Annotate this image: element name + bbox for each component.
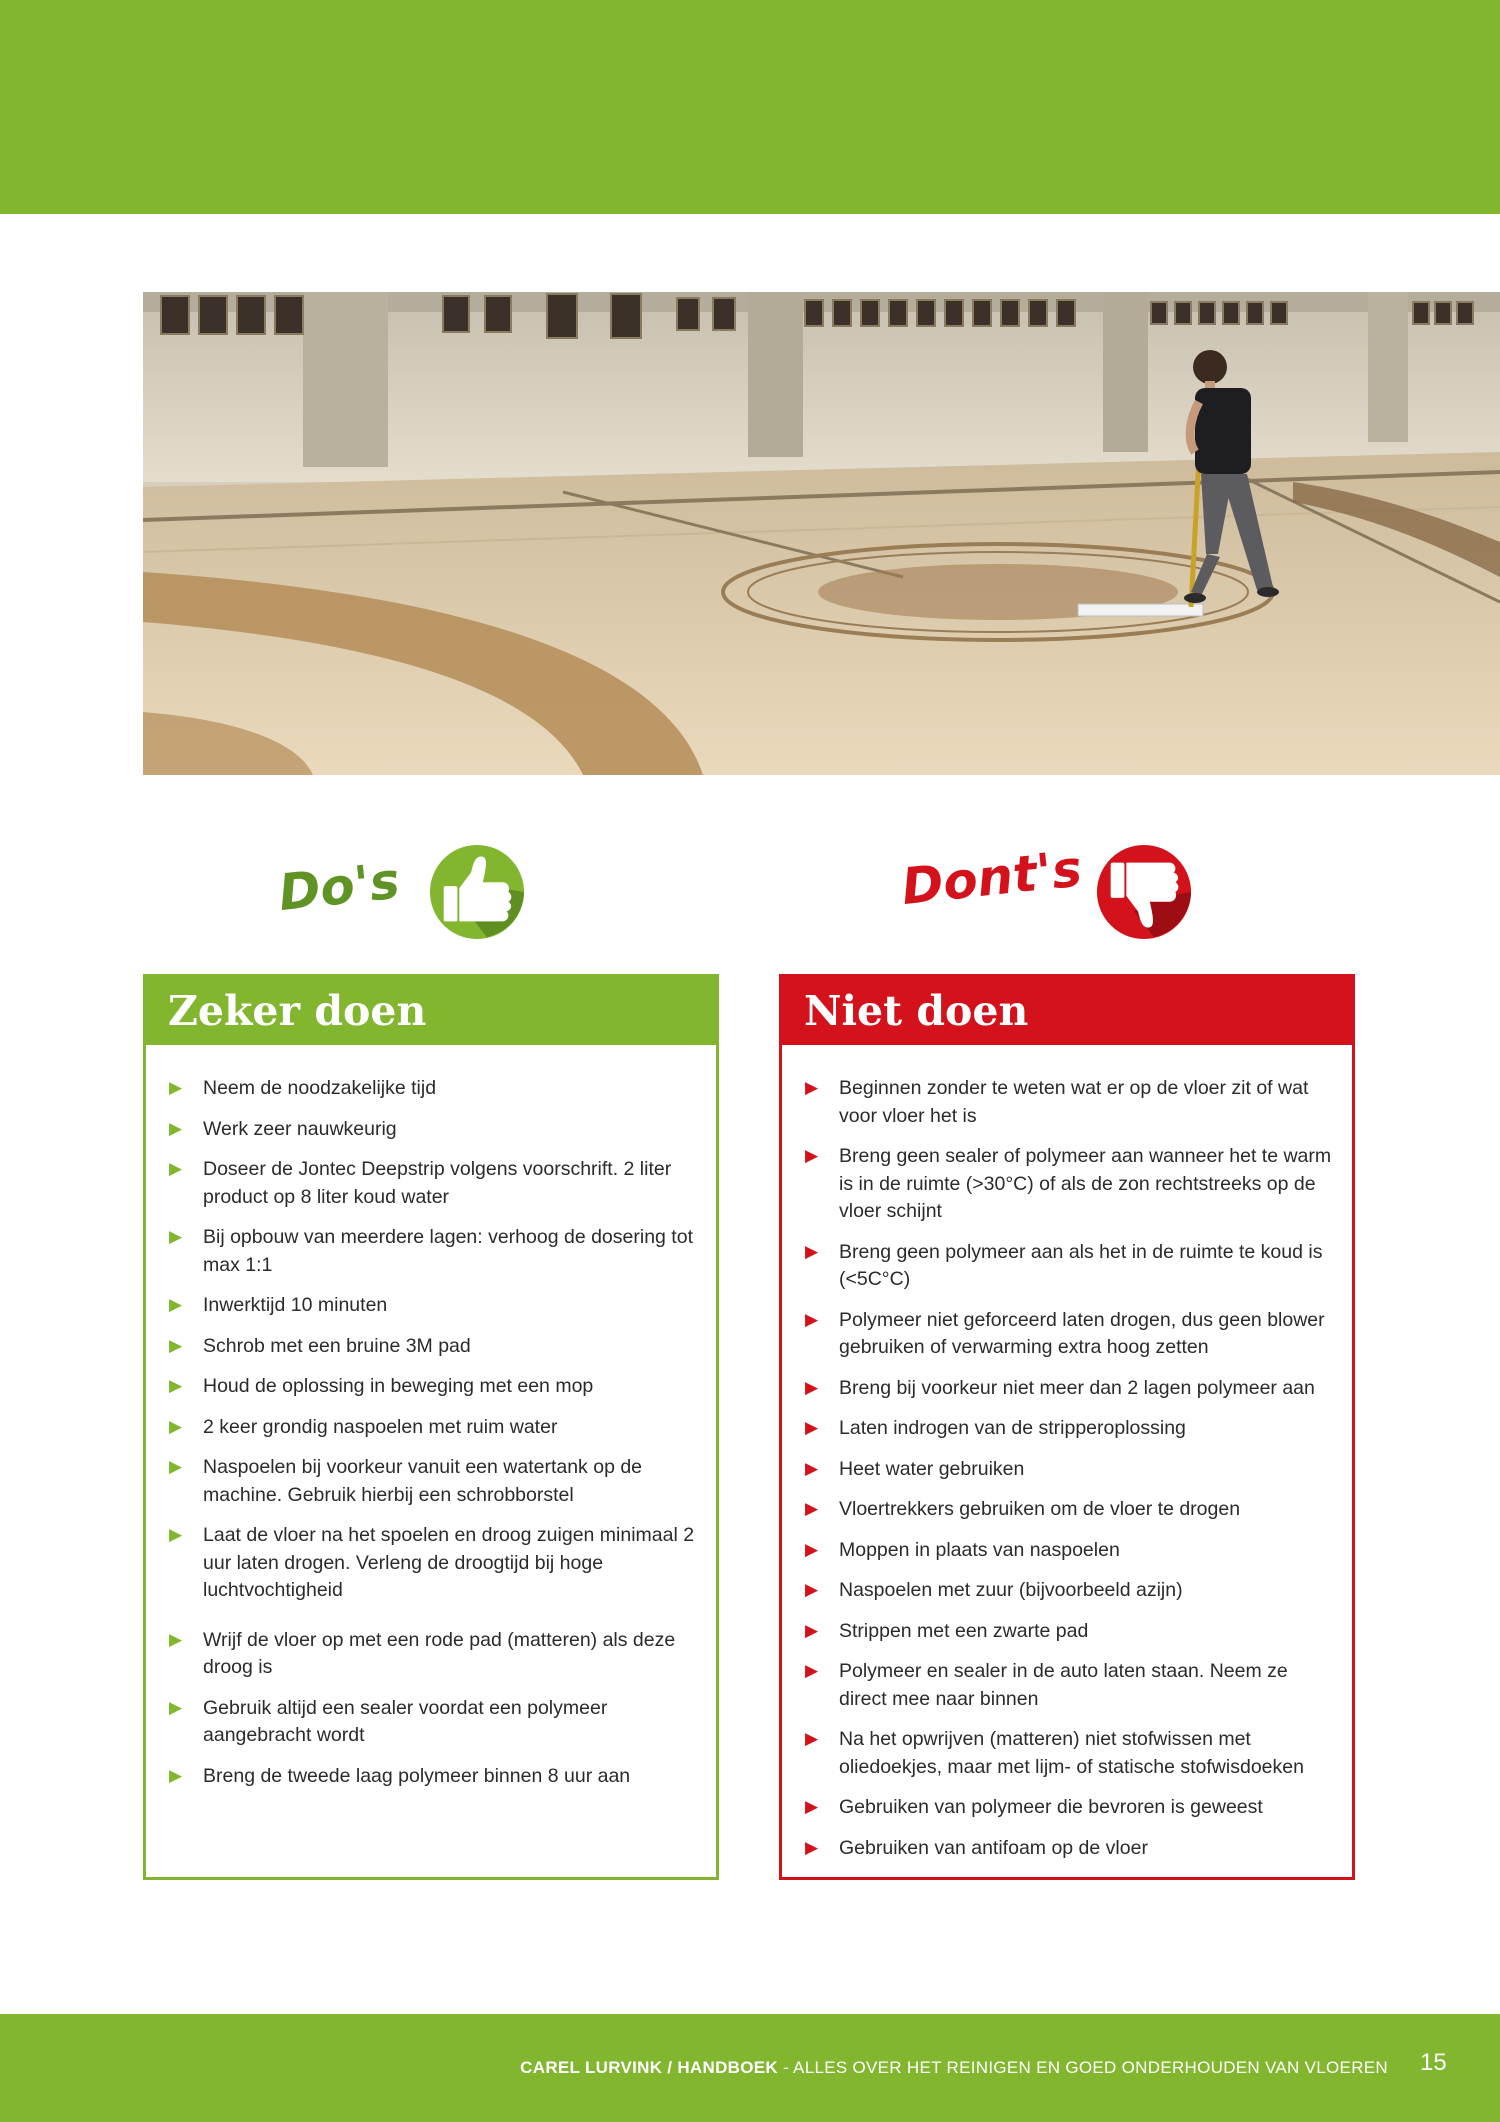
donts-heading: Dont's xyxy=(898,839,1085,916)
list-item: ▶ Houd de oplossing in beweging met een mop xyxy=(169,1375,594,1397)
arrow-bullet-icon: ▶ xyxy=(805,1797,819,1816)
list-item: ▶ Naspoelen bij voorkeur vanuit een watertank op de machine. Gebruik hierbij een schrobborstel xyxy=(169,1456,643,1506)
page-number: 15 xyxy=(1420,2049,1447,2076)
arrow-bullet-icon: ▶ xyxy=(805,1580,819,1599)
arrow-bullet-icon: ▶ xyxy=(805,1620,819,1640)
list-item: ▶ Polymeer niet geforceerd laten drogen, dus geen blower gebruiken of verwarming extra hoog zetten xyxy=(805,1308,1325,1358)
list-item: ▶ Gebruiken van antifoam op de vloer xyxy=(805,1836,1148,1859)
arrow-bullet-icon: ▶ xyxy=(805,1499,819,1518)
thumbs-down-icon xyxy=(1095,843,1193,941)
list-item: ▶ Neem de noodzakelijke tijd xyxy=(169,1077,437,1099)
footer-brand: CAREL LURVINK / HANDBOEK xyxy=(520,2058,778,2077)
do-list-box xyxy=(143,974,719,1880)
arrow-bullet-icon: ▶ xyxy=(169,1118,183,1138)
arrow-bullet-icon: ▶ xyxy=(169,1697,183,1717)
list-item: ▶ Bij opbouw van meerdere lagen: verhoog de dosering tot max 1:1 xyxy=(169,1226,693,1276)
list-item: ▶ Vloertrekkers gebruiken om de vloer te drogen xyxy=(805,1498,1241,1520)
arrow-bullet-icon: ▶ xyxy=(805,1241,819,1261)
list-item: ▶ Moppen in plaats van naspoelen xyxy=(805,1538,1120,1561)
header-band xyxy=(0,0,1500,214)
list-item: ▶ 2 keer grondig naspoelen met ruim water xyxy=(169,1415,558,1438)
footer-caption xyxy=(520,2058,1388,2078)
list-item: ▶ Breng geen sealer of polymeer aan wanneer het te warm is in de ruimte (>30°C) of als de zon rechtstreeks op de vloer schijnt xyxy=(805,1145,1332,1222)
arrow-bullet-icon: ▶ xyxy=(805,1539,819,1559)
arrow-bullet-icon: ▶ xyxy=(805,1661,819,1680)
arrow-bullet-icon: ▶ xyxy=(805,1458,819,1478)
list-item: ▶ Breng geen polymeer aan als het in de ruimte te koud is (<5C°C) xyxy=(805,1240,1323,1290)
dos-heading: Do's xyxy=(275,851,403,922)
list-item: ▶ Werk zeer nauwkeurig xyxy=(169,1117,397,1140)
arrow-bullet-icon: ▶ xyxy=(805,1729,819,1748)
list-item: ▶ Wrijf de vloer op met een rode pad (matteren) als deze droog is xyxy=(169,1628,676,1678)
arrow-bullet-icon: ▶ xyxy=(805,1837,819,1857)
list-item: ▶ Strippen met een zwarte pad xyxy=(805,1619,1089,1642)
do-box-title: Zeker doen xyxy=(143,974,719,1045)
list-item: ▶ Breng de tweede laag polymeer binnen 8 uur aan xyxy=(169,1764,631,1787)
list-item: ▶ Laat de vloer na het spoelen en droog zuigen minimaal 2 uur laten drogen. Verleng de droogtijd bij hoge luchtvochtigheid xyxy=(169,1524,695,1601)
dont-list-box xyxy=(779,974,1355,1880)
arrow-bullet-icon: ▶ xyxy=(169,1159,183,1178)
arrow-bullet-icon: ▶ xyxy=(169,1765,183,1785)
arrow-bullet-icon: ▶ xyxy=(169,1335,183,1355)
arrow-bullet-icon: ▶ xyxy=(169,1629,183,1649)
list-item: ▶ Gebruiken van polymeer die bevroren is geweest xyxy=(805,1796,1263,1818)
list-item: ▶ Polymeer en sealer in de auto laten staan. Neem ze direct mee naar binnen xyxy=(805,1660,1288,1710)
arrow-bullet-icon: ▶ xyxy=(169,1227,183,1246)
gym-floor-photo xyxy=(143,292,1500,775)
arrow-bullet-icon: ▶ xyxy=(169,1525,183,1544)
arrow-bullet-icon: ▶ xyxy=(169,1457,183,1476)
list-item: ▶ Doseer de Jontec Deepstrip volgens voorschrift. 2 liter product op 8 liter koud water xyxy=(169,1158,672,1208)
list-item: ▶ Schrob met een bruine 3M pad xyxy=(169,1334,471,1357)
list-item: ▶ Beginnen zonder te weten wat er op de vloer zit of wat voor vloer het is xyxy=(805,1077,1309,1127)
arrow-bullet-icon: ▶ xyxy=(169,1078,183,1097)
dont-list xyxy=(805,1075,1338,1875)
arrow-bullet-icon: ▶ xyxy=(805,1309,819,1329)
list-item: ▶ Laten indrogen van de stripperoplossing xyxy=(805,1417,1186,1439)
list-item: ▶ Naspoelen met zuur (bijvoorbeeld azijn) xyxy=(805,1579,1183,1601)
list-item: ▶ Gebruik altijd een sealer voordat een polymeer aangebracht wordt xyxy=(169,1696,608,1746)
list-item: ▶ Na het opwrijven (matteren) niet stofwissen met oliedoekjes, maar met lijm- of statische stofwisdoeken xyxy=(805,1728,1304,1778)
arrow-bullet-icon: ▶ xyxy=(805,1418,819,1437)
arrow-bullet-icon: ▶ xyxy=(805,1377,819,1397)
list-item: ▶ Heet water gebruiken xyxy=(805,1457,1025,1480)
arrow-bullet-icon: ▶ xyxy=(805,1146,819,1165)
arrow-bullet-icon: ▶ xyxy=(169,1295,183,1314)
do-list xyxy=(169,1075,702,1803)
list-item: ▶ Inwerktijd 10 minuten xyxy=(169,1294,388,1316)
arrow-bullet-icon: ▶ xyxy=(169,1376,183,1395)
arrow-bullet-icon: ▶ xyxy=(169,1416,183,1436)
list-item: ▶ Breng bij voorkeur niet meer dan 2 lagen polymeer aan xyxy=(805,1376,1315,1399)
dont-box-title: Niet doen xyxy=(779,974,1355,1045)
arrow-bullet-icon: ▶ xyxy=(805,1078,819,1097)
thumbs-up-icon xyxy=(428,843,526,941)
footer-tagline: - ALLES OVER HET REINIGEN EN GOED ONDERHOUDEN VAN VLOEREN xyxy=(777,2058,1388,2077)
